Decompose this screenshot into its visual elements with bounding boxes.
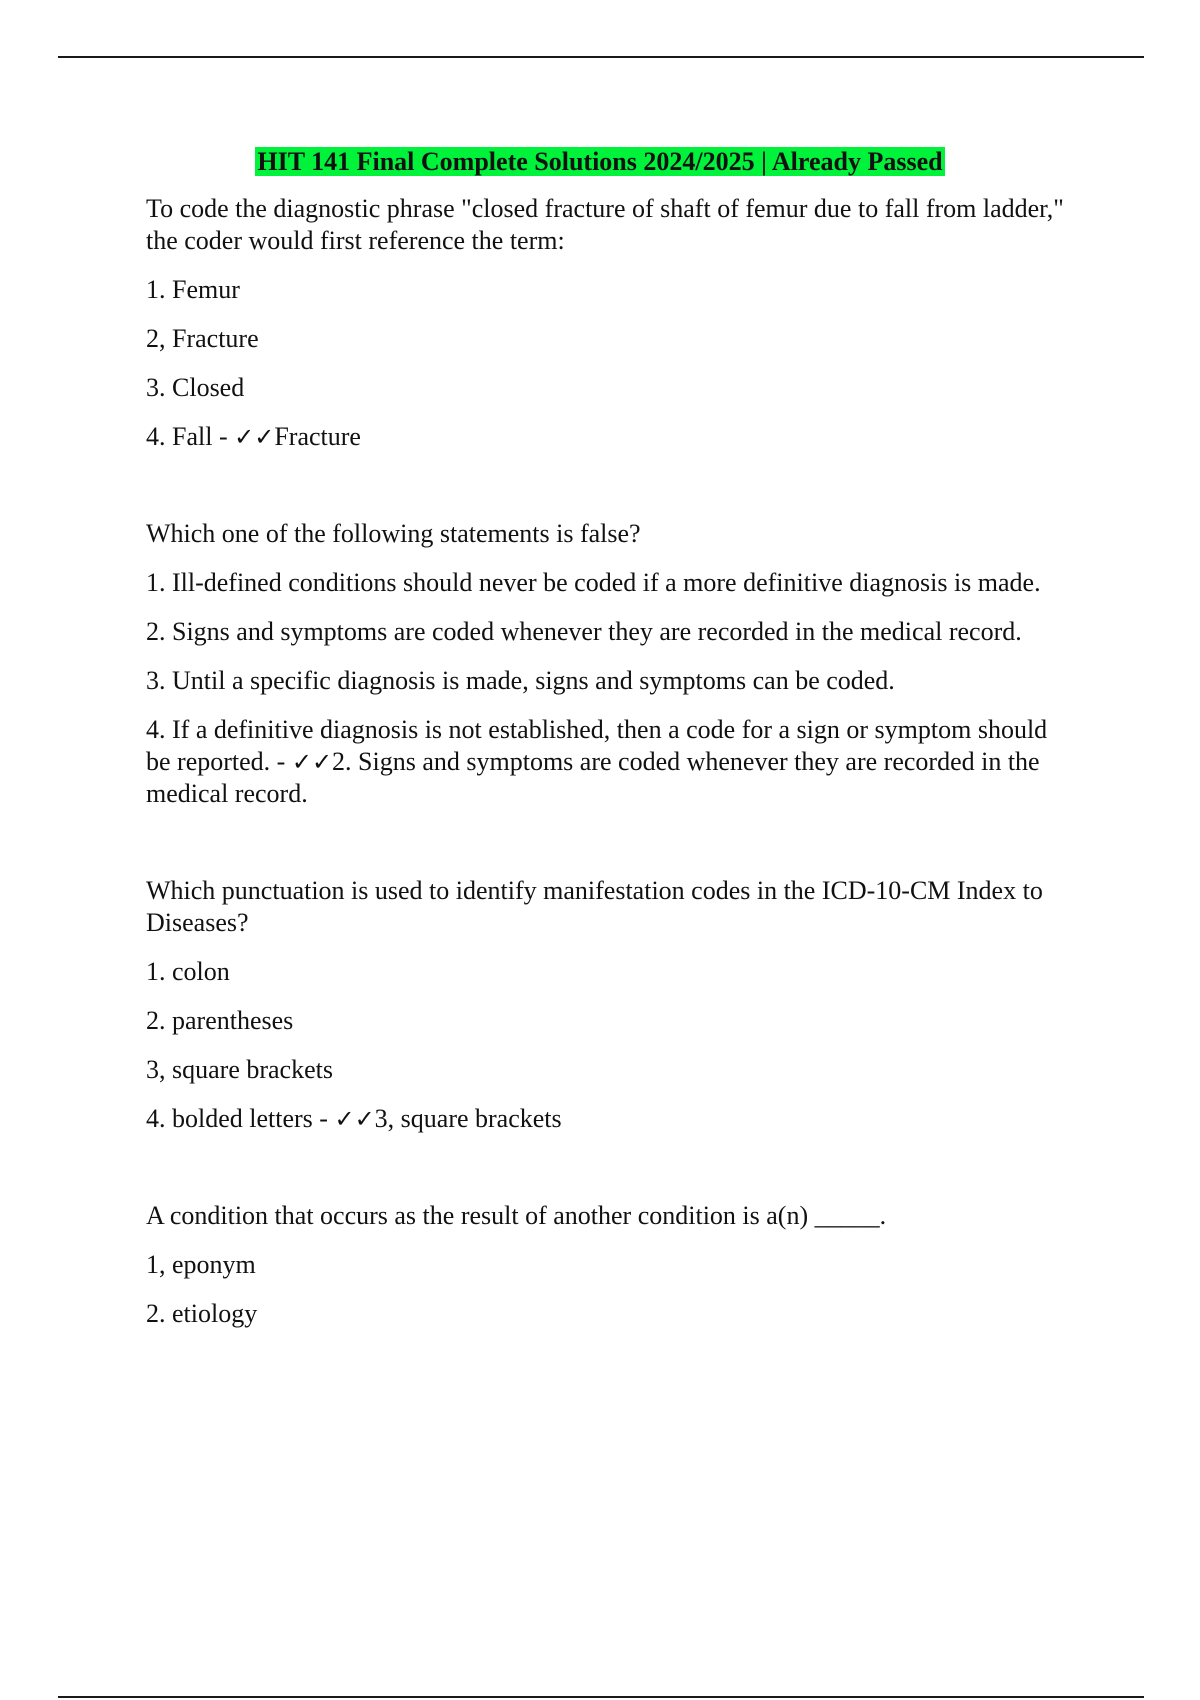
answer-option: 2. parentheses [146, 1006, 294, 1035]
answer-option: 3. Closed [146, 373, 245, 402]
double-check-icon: ✓✓ [291, 748, 333, 776]
bottom-rule [58, 1696, 1144, 1698]
answer-option: 2. Signs and symptoms are coded whenever they are recorded in the medical record. [146, 617, 1022, 646]
question-block [146, 518, 1066, 810]
answer-option: 1. Femur [146, 275, 240, 304]
page-title [0, 145, 1200, 179]
answer-option: 1. Ill-defined conditions should never be coded if a more definitive diagnosis is made. [146, 568, 1041, 597]
correct-answer: 3, square brackets [374, 1104, 562, 1133]
question-prompt: A condition that occurs as the result of another condition is a(n) _____. [146, 1201, 887, 1230]
question-prompt: Which one of the following statements is false? [146, 519, 641, 548]
answer-option-text: 4. If a definitive diagnosis is not established, then a code for a sign or symptom should be reported. - [146, 715, 1048, 776]
answer-option-text: 4. Fall - [146, 422, 235, 451]
answer-option: 3. Until a specific diagnosis is made, signs and symptoms can be coded. [146, 666, 895, 695]
question-block [146, 193, 1066, 453]
document-body [146, 193, 1066, 1395]
answer-option: 1. colon [146, 957, 230, 986]
question-prompt: To code the diagnostic phrase "closed fracture of shaft of femur due to fall from ladder," the coder would first reference the term: [146, 194, 1064, 255]
answer-option: 1, eponym [146, 1250, 256, 1279]
correct-answer: 2. Signs and symptoms are coded whenever they are recorded in the medical record. [146, 747, 1040, 808]
question-block [146, 875, 1066, 1135]
double-check-icon: ✓✓ [334, 1105, 375, 1133]
answer-option-with-answer [146, 714, 1066, 810]
question-prompt: Which punctuation is used to identify manifestation codes in the ICD-10-CM Index to Diseases? [146, 876, 1043, 937]
answer-option: 2. etiology [146, 1299, 258, 1328]
highlighted-title: HIT 141 Final Complete Solutions 2024/2025 | Already Passed [257, 147, 943, 176]
question-block [146, 1200, 1066, 1330]
answer-option-text: 4. bolded letters - [146, 1104, 335, 1133]
double-check-icon: ✓✓ [234, 423, 275, 451]
answer-option: 2, Fracture [146, 324, 259, 353]
correct-answer: Fracture [274, 422, 361, 451]
answer-option-with-answer [146, 1103, 1066, 1135]
top-rule [58, 56, 1144, 58]
answer-option-with-answer [146, 421, 1066, 453]
answer-option: 3, square brackets [146, 1055, 333, 1084]
